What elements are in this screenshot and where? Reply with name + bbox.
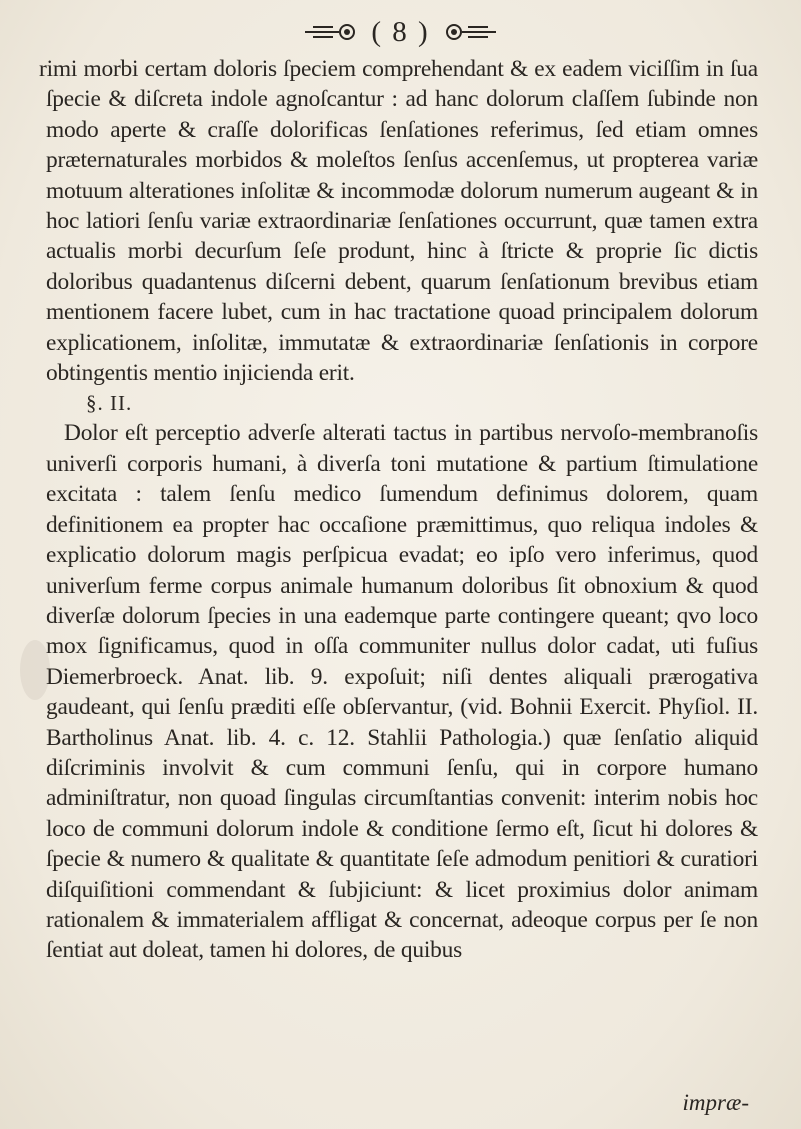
paragraph-2: Dolor eſt perceptio adverſe alterati tactus in partibus nervoſo-membranoſis univerſi corporis humani, à diverſa toni mutatione & partium ſtimulatione excitata : talem ſenſu medico ſumendum definimus dolorem, quam definitionem ea propter hac occaſione præmittimus, quo reliqua indoles & explicatio dolorum magis perſpicua evadat; eo ipſo vero inferimus, quod univerſum ferme corpus animale humanum doloribus ſit obnoxium & quod diverſæ dolorum ſpecies in una eademque parte contingere queant; qvo loco mox ſignificamus, quod in oſſa communiter nullus dolor cadat, uti fuſius Diemerbroeck. Anat. lib. 9. expoſuit; niſi dentes aliquali prærogativa gaudeant, qui ſenſu præditi eſſe obſervantur, (vid. Bohnii Exercit. Phyſiol. II. Bartholinus Anat. lib. 4. c. 12. Stahlii Pathologia.) quæ ſenſatio aliquid diſcriminis involvit & cum communi ſenſu, qui in corpore humano adminiſtratur, non quoad ſingulas circumſtantias convenit: interim nobis hoc loco de communi dolorum indole & conditione ſermo eſt, ſicut hi dolores & ſpecie & numero & qualitate & quantitate ſeſe admodum penitiori & curatiori diſquiſitioni commendant & ſubjiciunt: & licet proximius dolor animam rationalem & immaterialem affligat & concernat, adeoque corpus per ſe non ſentiat aut doleat, tamen hi dolores, de quibus: [46, 420, 758, 964]
paragraph-1: rimi morbi certam doloris ſpeciem comprehendant & ex eadem viciſſim in ſua ſpecie & diſcreta indole agnoſcantur : ad hanc dolorum claſſem ſubinde non modo aperte & craſſe dolorificas ſenſationes referimus, ſed etiam omnes præternaturales morbidos & moleſtos ſenſus accenſemus, ut propterea variæ motuum alterationes inſolitæ & incommodæ dolorum numerum augeant & in hoc latiori ſenſu variæ extraordinariæ ſenſationes occurrunt, quæ tamen extra actualis morbi decurſum ſeſe produnt, hinc à ſtricte & proprie ſic dictis doloribus quadantenus diſcerni debent, quarum ſenſationum brevibus etiam mentionem facere lubet, cum in hac tractatione quoad principalem dolorum explicationem, inſolitæ, immutatæ & extraordinariæ ſenſationis in corpore obtingentis mentio injicienda erit.: [39, 56, 758, 387]
catchword: impræ-: [682, 1090, 749, 1115]
left-ornament-icon: [303, 21, 361, 43]
right-ornament-icon: [440, 21, 498, 43]
page-header: [0, 12, 801, 52]
page-number: ( 8 ): [371, 15, 430, 48]
body-text: [39, 54, 758, 966]
section-heading: §. II.: [86, 391, 133, 416]
